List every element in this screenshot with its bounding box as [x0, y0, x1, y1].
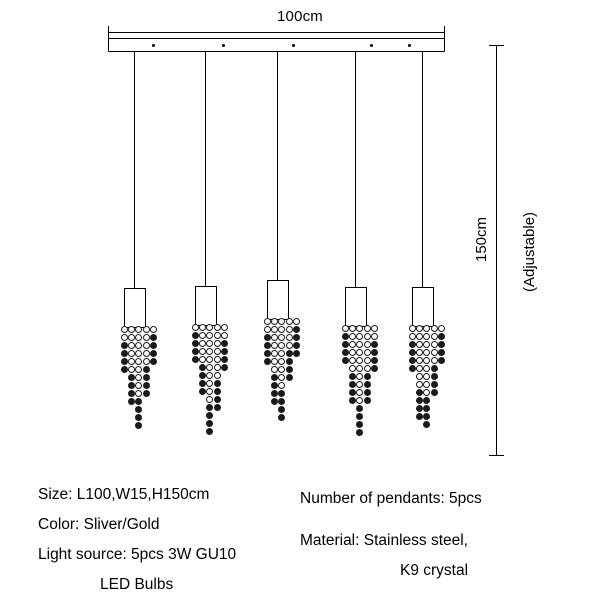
crystal-bead	[342, 341, 349, 348]
crystal-bead	[214, 332, 221, 339]
crystal-bead	[206, 412, 213, 419]
crystal-bead	[278, 414, 285, 421]
crystal-bead	[364, 357, 371, 364]
crystal-bead	[214, 340, 221, 347]
crystal-bead	[356, 333, 363, 340]
crystal-bead	[192, 332, 199, 339]
crystal-bead	[431, 365, 438, 372]
crystal-bead	[221, 332, 228, 339]
crystal-bead	[423, 357, 430, 364]
crystal-bead	[349, 349, 356, 356]
crystal-bead	[135, 406, 142, 413]
crystal-bead	[143, 374, 150, 381]
crystal-bead	[214, 356, 221, 363]
crystal-bead	[206, 364, 213, 371]
crystal-bead	[221, 356, 228, 363]
crystal-bead	[371, 357, 378, 364]
crystal-bead	[135, 382, 142, 389]
crystal-bead	[431, 357, 438, 364]
crystal-bead	[214, 348, 221, 355]
top-dimension-line	[108, 32, 445, 33]
crystal-bead	[349, 381, 356, 388]
crystal-bead	[264, 318, 271, 325]
crystal-bead	[192, 356, 199, 363]
crystal-bead	[150, 342, 157, 349]
specs-left-column	[38, 480, 298, 600]
crystal-bead	[356, 341, 363, 348]
crystal-bead	[150, 358, 157, 365]
pendant-tube	[195, 286, 217, 326]
crystal-bead	[438, 357, 445, 364]
crystal-bead	[416, 381, 423, 388]
crystal-bead	[278, 366, 285, 373]
crystal-bead	[128, 358, 135, 365]
crystal-bead	[271, 366, 278, 373]
crystal-bead	[278, 374, 285, 381]
crystal-bead	[278, 382, 285, 389]
crystal-bead	[356, 381, 363, 388]
crystal-bead	[199, 364, 206, 371]
crystal-bead	[135, 374, 142, 381]
crystal-bead	[278, 358, 285, 365]
crystal-bead	[128, 374, 135, 381]
crystal-bead	[278, 406, 285, 413]
crystal-bead	[143, 366, 150, 373]
crystal-bead	[364, 325, 371, 332]
crystal-bead	[271, 358, 278, 365]
top-dimension-label: 100cm	[276, 8, 324, 25]
crystal-bead	[271, 390, 278, 397]
crystal-bead	[356, 357, 363, 364]
crystal-bead	[349, 341, 356, 348]
crystal-bead	[143, 334, 150, 341]
crystal-bead	[409, 333, 416, 340]
crystal-bead	[416, 413, 423, 420]
crystal-bead	[278, 398, 285, 405]
crystal-bead	[349, 373, 356, 380]
crystal-bead	[342, 349, 349, 356]
crystal-bead	[286, 342, 293, 349]
crystal-bead	[356, 349, 363, 356]
crystal-bead	[271, 382, 278, 389]
crystal-bead	[423, 333, 430, 340]
crystal-bead	[128, 326, 135, 333]
crystal-bead	[431, 373, 438, 380]
crystal-bead	[286, 374, 293, 381]
crystal-bead	[135, 390, 142, 397]
pendant-tube	[267, 280, 289, 320]
crystal-bead	[221, 348, 228, 355]
crystal-bead	[128, 382, 135, 389]
crystal-bead	[371, 333, 378, 340]
crystal-bead	[409, 341, 416, 348]
crystal-bead	[278, 390, 285, 397]
pendant-cord	[277, 52, 278, 280]
crystal-bead	[135, 326, 142, 333]
crystal-bead	[423, 381, 430, 388]
crystal-bead	[423, 373, 430, 380]
crystal-bead	[371, 341, 378, 348]
crystal-bead	[278, 334, 285, 341]
crystal-bead	[438, 349, 445, 356]
crystal-bead	[271, 326, 278, 333]
crystal-bead	[286, 326, 293, 333]
spec-pendant-count: Number of pendants: 5pcs	[300, 490, 482, 507]
crystal-bead	[264, 326, 271, 333]
crystal-bead	[199, 340, 206, 347]
crystal-bead	[356, 405, 363, 412]
crystal-bead	[121, 342, 128, 349]
spec-light-source: Light source: 5pcs 3W GU10	[38, 546, 237, 563]
crystal-bead	[349, 365, 356, 372]
crystal-bead	[431, 341, 438, 348]
crystal-bead	[356, 325, 363, 332]
crystal-bead	[199, 388, 206, 395]
spec-light-source-cont: LED Bulbs	[100, 576, 174, 593]
crystal-bead	[143, 382, 150, 389]
crystal-bead	[416, 397, 423, 404]
crystal-bead	[286, 366, 293, 373]
crystal-bead	[221, 340, 228, 347]
crystal-bead	[199, 348, 206, 355]
crystal-bead	[409, 357, 416, 364]
crystal-bead	[278, 326, 285, 333]
specs-right-column	[300, 484, 570, 586]
crystal-bead	[206, 388, 213, 395]
crystal-bead	[199, 380, 206, 387]
crystal-bead	[271, 374, 278, 381]
spec-material-cont: K9 crystal	[400, 562, 469, 579]
crystal-bead	[356, 397, 363, 404]
crystal-bead	[143, 350, 150, 357]
crystal-bead	[150, 326, 157, 333]
crystal-bead	[416, 333, 423, 340]
right-dimension-tick-bottom	[489, 455, 504, 456]
crystal-bead	[356, 373, 363, 380]
plate-screw	[370, 44, 373, 47]
crystal-bead	[438, 333, 445, 340]
crystal-bead	[135, 350, 142, 357]
crystal-bead	[199, 324, 206, 331]
crystal-bead	[199, 372, 206, 379]
crystal-bead	[364, 373, 371, 380]
crystal-bead	[416, 389, 423, 396]
crystal-bead	[356, 365, 363, 372]
crystal-bead	[371, 325, 378, 332]
crystal-bead	[206, 404, 213, 411]
crystal-bead	[371, 365, 378, 372]
crystal-bead	[206, 396, 213, 403]
crystal-bead	[409, 325, 416, 332]
crystal-bead	[371, 349, 378, 356]
ceiling-plate	[108, 38, 445, 52]
crystal-bead	[143, 390, 150, 397]
crystal-bead	[364, 341, 371, 348]
crystal-bead	[214, 396, 221, 403]
crystal-bead	[271, 318, 278, 325]
right-dimension-line	[496, 45, 497, 455]
crystal-bead	[293, 326, 300, 333]
pendant-cord	[422, 52, 423, 287]
crystal-bead	[423, 421, 430, 428]
crystal-bead	[423, 341, 430, 348]
crystal-bead	[423, 349, 430, 356]
crystal-bead	[150, 334, 157, 341]
crystal-bead	[356, 389, 363, 396]
crystal-bead	[121, 358, 128, 365]
pendant-cord	[205, 52, 206, 286]
crystal-bead	[214, 324, 221, 331]
crystal-bead	[192, 324, 199, 331]
crystal-bead	[356, 429, 363, 436]
crystal-bead	[128, 350, 135, 357]
crystal-bead	[264, 358, 271, 365]
crystal-bead	[271, 398, 278, 405]
crystal-bead	[431, 381, 438, 388]
crystal-bead	[214, 388, 221, 395]
crystal-bead	[135, 414, 142, 421]
crystal-bead	[271, 334, 278, 341]
crystal-bead	[206, 340, 213, 347]
crystal-bead	[286, 334, 293, 341]
crystal-bead	[278, 318, 285, 325]
plate-screw	[292, 44, 295, 47]
crystal-bead	[342, 357, 349, 364]
crystal-bead	[409, 365, 416, 372]
crystal-bead	[121, 366, 128, 373]
crystal-bead	[416, 365, 423, 372]
crystal-bead	[135, 366, 142, 373]
crystal-bead	[264, 334, 271, 341]
pendant-tube	[345, 287, 367, 327]
crystal-bead	[416, 373, 423, 380]
crystal-bead	[135, 358, 142, 365]
crystal-bead	[206, 324, 213, 331]
right-dimension-tick-top	[489, 45, 504, 46]
crystal-bead	[342, 325, 349, 332]
crystal-bead	[271, 350, 278, 357]
crystal-bead	[416, 325, 423, 332]
crystal-bead	[431, 325, 438, 332]
crystal-bead	[206, 348, 213, 355]
crystal-bead	[206, 332, 213, 339]
crystal-bead	[206, 356, 213, 363]
crystal-bead	[342, 333, 349, 340]
crystal-bead	[150, 350, 157, 357]
crystal-bead	[293, 318, 300, 325]
crystal-bead	[349, 325, 356, 332]
crystal-bead	[286, 358, 293, 365]
crystal-bead	[271, 342, 278, 349]
crystal-bead	[199, 332, 206, 339]
crystal-bead	[293, 350, 300, 357]
crystal-bead	[416, 341, 423, 348]
crystal-bead	[349, 333, 356, 340]
plate-screw	[408, 44, 411, 47]
crystal-bead	[416, 405, 423, 412]
plate-screw	[152, 44, 155, 47]
crystal-bead	[416, 357, 423, 364]
crystal-bead	[121, 334, 128, 341]
crystal-bead	[364, 397, 371, 404]
plate-screw	[222, 44, 225, 47]
spec-material: Material: Stainless steel,	[300, 532, 468, 549]
pendant-tube	[412, 287, 434, 327]
crystal-bead	[286, 350, 293, 357]
crystal-bead	[416, 349, 423, 356]
crystal-bead	[286, 318, 293, 325]
crystal-bead	[409, 349, 416, 356]
crystal-bead	[135, 334, 142, 341]
crystal-bead	[264, 342, 271, 349]
crystal-bead	[438, 325, 445, 332]
crystal-bead	[349, 389, 356, 396]
crystal-bead	[199, 356, 206, 363]
crystal-bead	[364, 365, 371, 372]
crystal-bead	[278, 342, 285, 349]
crystal-bead	[221, 324, 228, 331]
crystal-bead	[128, 334, 135, 341]
crystal-bead	[264, 350, 271, 357]
spec-color: Color: Sliver/Gold	[38, 516, 160, 533]
crystal-bead	[438, 341, 445, 348]
crystal-bead	[356, 421, 363, 428]
pendant-cord	[355, 52, 356, 287]
crystal-bead	[128, 398, 135, 405]
crystal-bead	[214, 404, 221, 411]
crystal-bead	[423, 325, 430, 332]
crystal-bead	[423, 389, 430, 396]
crystal-bead	[364, 349, 371, 356]
crystal-bead	[431, 333, 438, 340]
crystal-bead	[143, 358, 150, 365]
crystal-bead	[293, 342, 300, 349]
crystal-bead	[214, 364, 221, 371]
crystal-bead	[431, 349, 438, 356]
crystal-bead	[192, 340, 199, 347]
crystal-bead	[206, 380, 213, 387]
crystal-bead	[221, 364, 228, 371]
spec-size: Size: L100,W15,H150cm	[38, 486, 210, 503]
crystal-bead	[135, 422, 142, 429]
crystal-bead	[423, 405, 430, 412]
pendant-tube	[124, 288, 146, 328]
crystal-bead	[214, 372, 221, 379]
crystal-bead	[364, 333, 371, 340]
crystal-bead	[143, 326, 150, 333]
crystal-bead	[128, 390, 135, 397]
crystal-bead	[364, 381, 371, 388]
crystal-bead	[121, 350, 128, 357]
crystal-bead	[293, 334, 300, 341]
crystal-bead	[135, 398, 142, 405]
pendant-cord	[134, 52, 135, 288]
crystal-bead	[206, 372, 213, 379]
crystal-bead	[214, 380, 221, 387]
crystal-bead	[431, 389, 438, 396]
crystal-bead	[143, 342, 150, 349]
crystal-bead	[192, 348, 199, 355]
height-dimension-label: 150cm	[473, 216, 490, 262]
crystal-bead	[423, 413, 430, 420]
crystal-bead	[135, 342, 142, 349]
crystal-bead	[278, 350, 285, 357]
crystal-bead	[206, 420, 213, 427]
crystal-bead	[128, 366, 135, 373]
crystal-bead	[349, 397, 356, 404]
crystal-bead	[206, 428, 213, 435]
adjustable-label: (Adjustable)	[521, 211, 538, 292]
crystal-bead	[423, 365, 430, 372]
crystal-bead	[356, 413, 363, 420]
crystal-bead	[121, 326, 128, 333]
crystal-bead	[423, 397, 430, 404]
crystal-bead	[349, 357, 356, 364]
crystal-bead	[128, 342, 135, 349]
crystal-bead	[364, 389, 371, 396]
